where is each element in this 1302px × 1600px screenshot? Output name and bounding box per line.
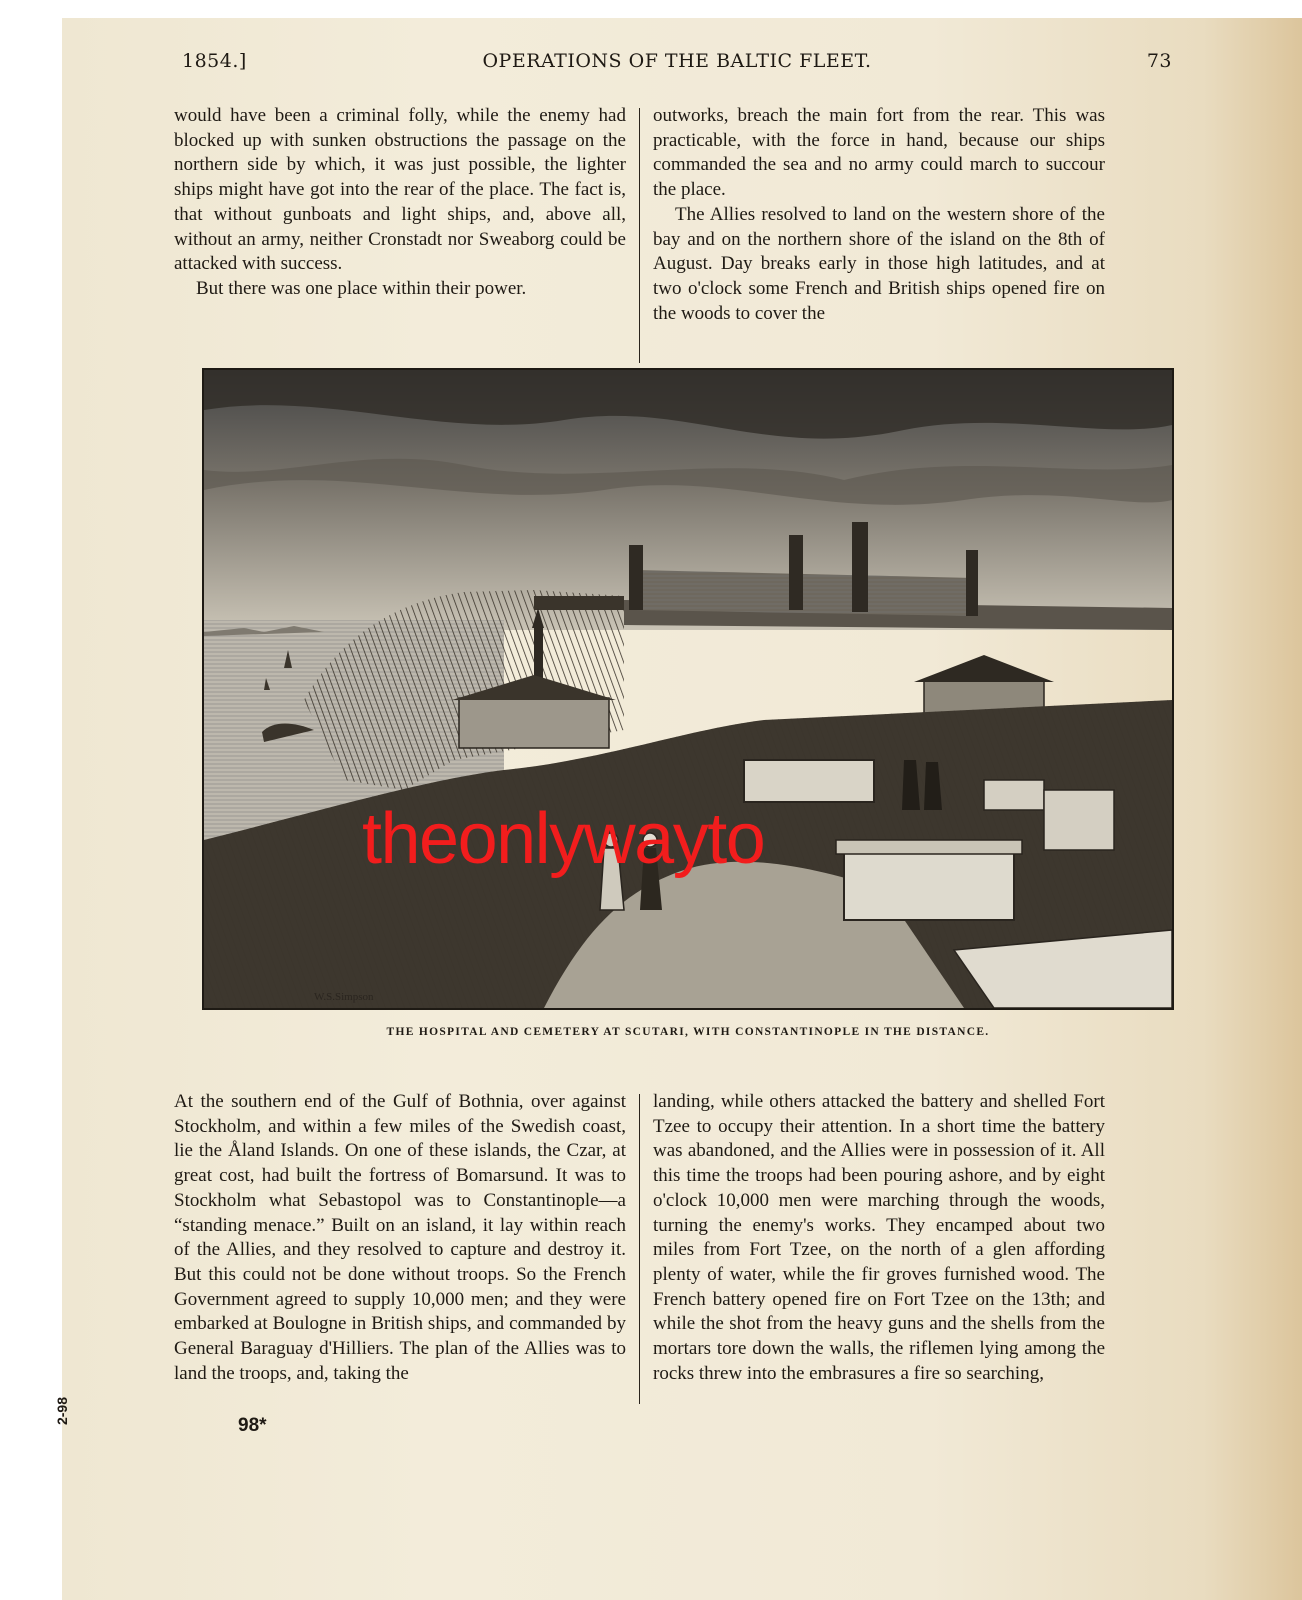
- engraver-signature: W.S.Simpson: [314, 991, 374, 1003]
- side-mark: [54, 1383, 82, 1443]
- figure-caption: THE HOSPITAL AND CEMETERY AT SCUTARI, WITH CONSTANTINOPLE IN THE DISTANCE.: [386, 1026, 990, 1038]
- hospital-tower: [629, 545, 643, 610]
- side-mark-label: 2-98: [54, 1396, 71, 1426]
- top-left-column: [174, 104, 626, 302]
- hospital-tower: [789, 535, 803, 610]
- hospital-tower: [966, 550, 978, 616]
- paragraph: The Allies resolved to land on the western shore of the bay and on the northern shore of the island on the 8th of August. Day breaks early in those high latitudes, and at two o'clock some French and British ships opened fire on the woods to cover the: [653, 203, 1105, 324]
- paragraph: outworks, breach the main fort from the rear. This was practicable, with the force in hand, because our ships commanded the sea and no army could march to succour the place.: [653, 105, 1105, 201]
- signature-mark: 98*: [238, 1415, 267, 1436]
- cliff-top: [534, 596, 624, 610]
- tomb: [844, 850, 1014, 920]
- paragraph: landing, while others attacked the battery and shelled Fort Tzee to occupy their attention. In a short time the battery was abandoned, and the Allies were in possession of it. All this time the troops had been pouring ashore, and by eight o'clock 10,000 men were marching through the woods, turning the enemy's works. They encamped about two miles from Fort Tzee, on the north of a glen affording plenty of water, while the fir groves furnished wood. The French battery opened fire on Fort Tzee on the 13th; and while the shot from the heavy guns and the shells from the mortars tore down the walls, the riflemen lying among the rocks threw into the embrasures a fire so searching,: [653, 1091, 1105, 1384]
- bottom-right-column: [653, 1090, 1105, 1386]
- paragraph: At the southern end of the Gulf of Bothnia, over against Stockholm, and within a few miles of the Swedish coast, lie the Åland Islands. On one of these islands, the Czar, at great cost, had built the fortress of Bomarsund. It was to Stockholm what Sebastopol was to Constantinople—a “standing menace.” Built on an island, it lay within reach of the Allies, and they resolved to capture and destroy it. But this could not be done without troops. So the French Government agreed to supply 10,000 men; and they were embarked at Boulogne in British ships, and commanded by General Baraguay d'Hilliers. The plan of the Allies was to land the troops, and, taking the: [174, 1091, 626, 1384]
- engraving-illustration: [202, 368, 1174, 1010]
- watermark-text: theonlywayto: [362, 799, 765, 879]
- tomb: [744, 760, 874, 802]
- running-head: [182, 50, 1172, 80]
- paragraph: But there was one place within their power.: [196, 277, 527, 299]
- tomb: [1044, 790, 1114, 850]
- cemetery-roof: [914, 655, 1054, 682]
- tomb: [984, 780, 1044, 810]
- book-page: [54, 18, 1302, 1600]
- paragraph: would have been a criminal folly, while the enemy had blocked up with sunken obstructions the passage on the northern side by which, it was just possible, the lighter ships might have got into the rear of the place. The fact is, that without gunboats and light ships, and, above all, without an army, neither Cronstadt nor Sweaborg could be attacked with success.: [174, 105, 626, 275]
- engraving-scene: [204, 370, 1172, 1008]
- column-rule: [639, 108, 640, 363]
- hospital-tower: [852, 522, 868, 612]
- running-head-year: 1854.]: [182, 50, 247, 72]
- top-right-column: [653, 104, 1105, 326]
- bottom-left-column: [174, 1090, 626, 1386]
- hospital-windows: [634, 570, 974, 616]
- houses: [459, 698, 609, 748]
- running-head-title: OPERATIONS OF THE BALTIC FLEET.: [482, 50, 872, 72]
- page-number: 73: [1146, 50, 1172, 72]
- tomb-lid: [836, 840, 1022, 854]
- column-rule: [639, 1094, 640, 1404]
